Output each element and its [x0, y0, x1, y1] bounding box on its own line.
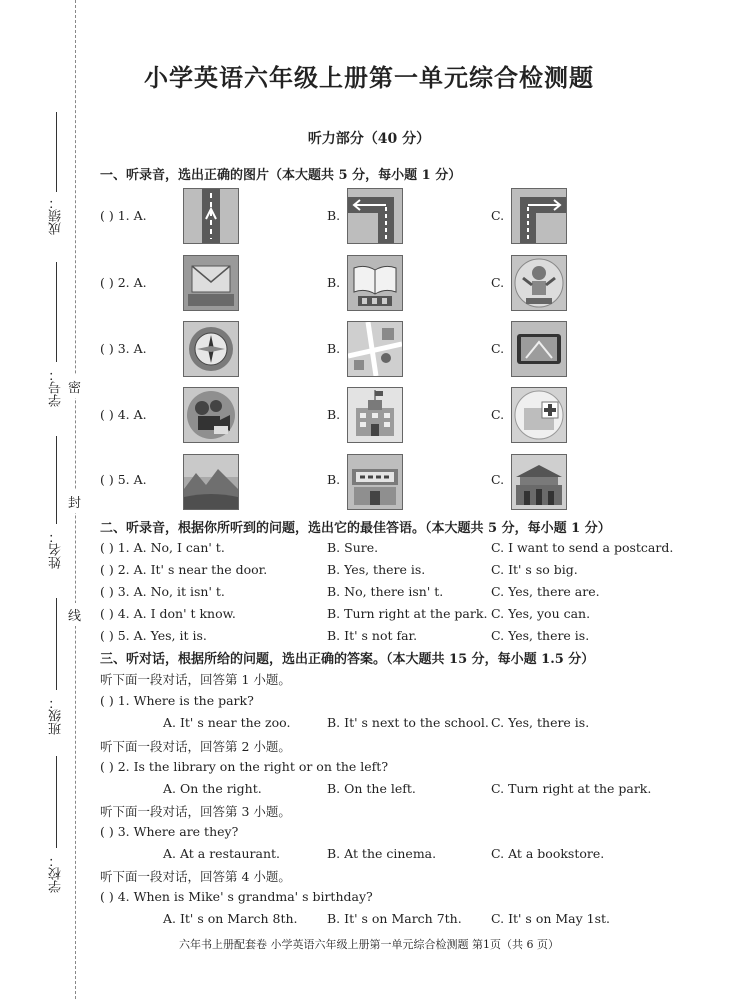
- school-building-icon[interactable]: [347, 387, 403, 443]
- name-line: [56, 436, 57, 524]
- p2-q1: ( ) 1. A. No, I can' t.: [100, 540, 225, 555]
- library-icon[interactable]: [347, 255, 403, 311]
- number-label: 学号：: [49, 368, 64, 407]
- p3-q2-c: C. Turn right at the park.: [491, 781, 652, 796]
- compass-icon[interactable]: [183, 321, 239, 377]
- p2-q1-c: C. I want to send a postcard.: [491, 540, 674, 555]
- seal-feng: 封: [68, 490, 81, 513]
- q5-c-label: C.: [491, 472, 505, 487]
- listening-header: 听力部分（40 分）: [307, 131, 431, 147]
- p3-intro-4: 听下面一段对话，回答第 4 小题。: [100, 869, 291, 884]
- p3-intro-2: 听下面一段对话，回答第 2 小题。: [100, 739, 291, 754]
- gps-device-icon[interactable]: [511, 321, 567, 377]
- hospital-icon[interactable]: [511, 387, 567, 443]
- q3-number: ( ) 3. A.: [100, 341, 147, 356]
- grade-label: 成绩：: [49, 196, 64, 235]
- q5-b-label: B.: [327, 472, 341, 487]
- p3-q1-c: C. Yes, there is.: [491, 715, 590, 730]
- q3-c-label: C.: [491, 341, 505, 356]
- p3-question-3: ( ) 3. Where are they?: [100, 824, 239, 839]
- page-title: 小学英语六年级上册第一单元综合检测题: [144, 63, 594, 92]
- school-label: 学校：: [49, 854, 64, 893]
- class-line: [56, 598, 57, 690]
- part2-heading: 二、听录音，根据你所听到的问题，选出它的最佳答语。（本大题共 5 分，每小题 1 分）: [100, 521, 611, 536]
- p3-q4-c: C. It' s on May 1st.: [491, 911, 611, 926]
- q1-c-label: C.: [491, 208, 505, 223]
- p3-q1-b: B. It' s next to the school.: [327, 715, 489, 730]
- p3-q3-a: A. At a restaurant.: [163, 846, 280, 861]
- class-label: 班级：: [49, 696, 64, 735]
- post-office-icon[interactable]: [183, 255, 239, 311]
- seal-xian: 线: [68, 603, 81, 626]
- p2-q3: ( ) 3. A. No, it isn' t.: [100, 584, 225, 599]
- part1-heading: 一、听录音，选出正确的图片（本大题共 5 分，每小题 1 分）: [100, 168, 462, 183]
- p2-q4-c: C. Yes, you can.: [491, 606, 591, 621]
- p2-q5-b: B. It' s not far.: [327, 628, 418, 643]
- p3-q1-a: A. It' s near the zoo.: [163, 715, 291, 730]
- p3-question-4: ( ) 4. When is Mike' s grandma' s birthday?: [100, 889, 373, 904]
- p3-q4-b: B. It' s on March 7th.: [327, 911, 462, 926]
- name-label: 姓名：: [49, 530, 64, 569]
- road-straight-icon[interactable]: [183, 188, 239, 244]
- q4-b-label: B.: [327, 407, 341, 422]
- q2-b-label: B.: [327, 275, 341, 290]
- p2-q4: ( ) 4. A. I don' t know.: [100, 606, 236, 621]
- number-line: [56, 262, 57, 362]
- q2-c-label: C.: [491, 275, 505, 290]
- p2-q4-b: B. Turn right at the park.: [327, 606, 488, 621]
- p2-q2: ( ) 2. A. It' s near the door.: [100, 562, 268, 577]
- p2-q5-c: C. Yes, there is.: [491, 628, 590, 643]
- road-right-turn-icon[interactable]: [511, 188, 567, 244]
- cinema-icon[interactable]: [183, 387, 239, 443]
- p2-q3-b: B. No, there isn' t.: [327, 584, 444, 599]
- q1-b-label: B.: [327, 208, 341, 223]
- p3-q3-c: C. At a bookstore.: [491, 846, 605, 861]
- mountain-landscape-icon[interactable]: [183, 454, 239, 510]
- p2-q5: ( ) 5. A. Yes, it is.: [100, 628, 207, 643]
- p2-q3-c: C. Yes, there are.: [491, 584, 600, 599]
- q2-number: ( ) 2. A.: [100, 275, 147, 290]
- p3-intro-1: 听下面一段对话，回答第 1 小题。: [100, 672, 291, 687]
- q4-number: ( ) 4. A.: [100, 407, 147, 422]
- p2-q2-b: B. Yes, there is.: [327, 562, 426, 577]
- robot-icon[interactable]: [511, 255, 567, 311]
- part3-heading: 三、听对话，根据所给的问题，选出正确的答案。（本大题共 15 分，每小题 1.5 分）: [100, 652, 595, 667]
- bookstore-sign-icon[interactable]: [347, 454, 403, 510]
- p2-q1-b: B. Sure.: [327, 540, 379, 555]
- seal-mi: 密: [68, 375, 81, 398]
- q1-number: ( ) 1. A.: [100, 208, 147, 223]
- q5-number: ( ) 5. A.: [100, 472, 147, 487]
- p3-q2-b: B. On the left.: [327, 781, 416, 796]
- street-map-icon[interactable]: [347, 321, 403, 377]
- q4-c-label: C.: [491, 407, 505, 422]
- palace-gate-icon[interactable]: [511, 454, 567, 510]
- school-line: [56, 756, 57, 848]
- p2-q2-c: C. It' s so big.: [491, 562, 578, 577]
- p3-q4-a: A. It' s on March 8th.: [163, 911, 298, 926]
- road-left-turn-icon[interactable]: [347, 188, 403, 244]
- p3-q3-b: B. At the cinema.: [327, 846, 437, 861]
- q3-b-label: B.: [327, 341, 341, 356]
- p3-question-2: ( ) 2. Is the library on the right or on the left?: [100, 759, 389, 774]
- p3-question-1: ( ) 1. Where is the park?: [100, 693, 254, 708]
- p3-q2-a: A. On the right.: [163, 781, 262, 796]
- page-footer: 六年书上册配套卷 小学英语六年级上册第一单元综合检测题 第1页（共 6 页）: [179, 938, 559, 951]
- p3-intro-3: 听下面一段对话，回答第 3 小题。: [100, 804, 291, 819]
- grade-line: [56, 112, 57, 192]
